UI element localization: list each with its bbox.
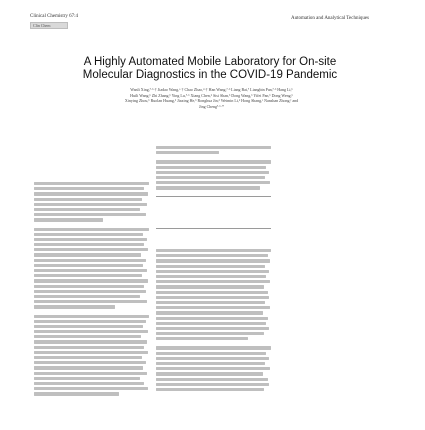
abstract-methods [34, 228, 149, 309]
section-divider [156, 196, 271, 197]
author-line: Jing Chengª·ᵇ·* [198, 103, 225, 109]
journal-logo [30, 14, 100, 29]
title-line-1: A Highly Automated Mobile Laboratory for On-site [83, 56, 337, 68]
journal-badge: Clin Chem [30, 22, 68, 29]
author-list [84, 87, 339, 109]
introduction-body-2 [156, 346, 271, 391]
section-divider [156, 228, 271, 229]
author-line: Wanli Xing,ª·ᵇ·† Jiadao Wang,ᶜ·† Chao Zhao,ᵈ·† Han Wang,ª·ᵇ Liang Bai,ª Liangbin Pan,ª·ᵇ Hang Li,ᵇ [130, 87, 293, 92]
body-column [156, 144, 271, 397]
author-line: Xinying Zhou,ᵇ Ruolan Huang,ᵇ Jiaxing He,ᵇ Ronghua Jin,ᵈ Weimin Li,ᵈ Hong Shang,ᵉ Nanshan Zhong,ᶠ and [124, 98, 299, 103]
title-line-2: Molecular Diagnostics in the COVID-19 Pandemic [82, 69, 338, 81]
abstract-column [34, 180, 149, 402]
abstract-background [34, 182, 149, 222]
article-title [60, 56, 360, 82]
vertical-margin-text [411, 150, 419, 400]
author-line: Huili Wang,ᵇ Zhi Zhang,ᵇ Ying Lu,ª·ᵇ Xiang Chen,ᵇ Sisi Shan,ᵇ Dong Wang,ᵇ Yifei Pan,ᵇ Dong Weng,ᵇ [130, 92, 293, 98]
abstract-conclusions [156, 160, 271, 189]
introduction-body [156, 249, 271, 340]
section-type-label: Automation and Analytical Techniques [290, 16, 369, 21]
abstract-results [34, 315, 149, 396]
abstract-results-cont [156, 146, 271, 154]
journal-name: Clinical Chemistry 67:4 [30, 14, 79, 19]
